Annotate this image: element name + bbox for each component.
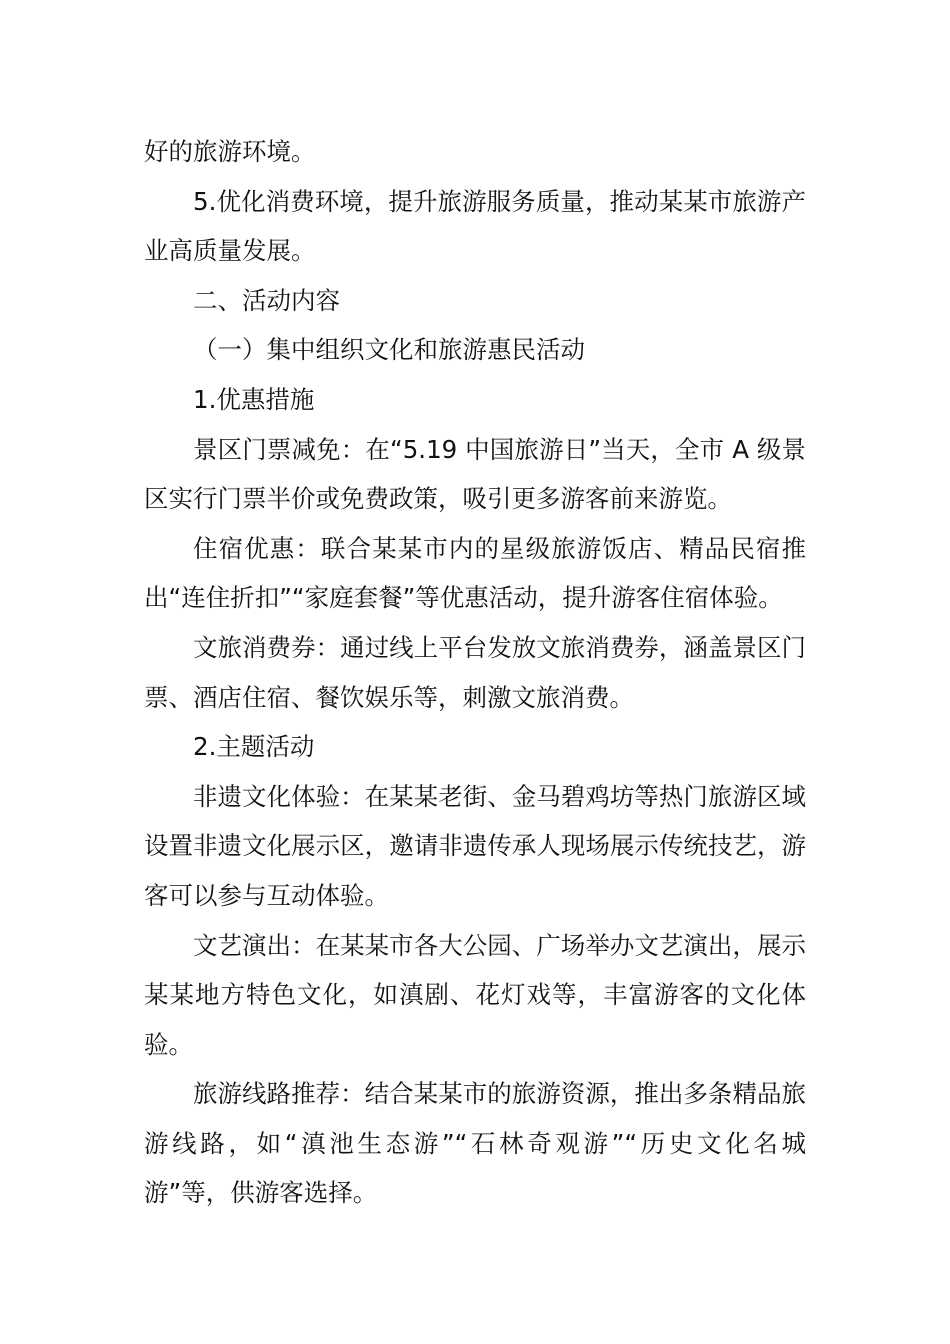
paragraph-route-recommendation: 旅游线路推荐：结合某某市的旅游资源，推出多条精品旅游线路，如“滇池生态游”“石林奇观游”“历史文化名城游”等，供游客选择。 — [144, 1079, 806, 1208]
paragraph-continuation: 好的旅游环境。 — [144, 137, 316, 166]
paragraph-goal-5: 5.优化消费环境，提升旅游服务质量，推动某某市旅游产业高质量发展。 — [144, 186, 806, 266]
paragraph-art-performance: 文艺演出：在某某市各大公园、广场举办文艺演出，展示某某地方特色文化，如滇剧、花灯戏等，丰富游客的文化体验。 — [144, 930, 806, 1059]
subsection-heading-benefit-activities: （一）集中组织文化和旅游惠民活动 — [193, 335, 585, 365]
paragraph-ticket-reduction: 景区门票减免：在“5.19 中国旅游日”当天，全市 A 级景区实行门票半价或免费政策，吸引更多游客前来游览。 — [144, 434, 806, 514]
paragraph-heritage-experience: 非遗文化体验：在某某老街、金马碧鸡坊等热门旅游区域设置非遗文化展示区，邀请非遗传承人现场展示传统技艺，游客可以参与互动体验。 — [144, 781, 806, 910]
document-body — [144, 127, 806, 1218]
section-heading-activity-content: 二、活动内容 — [193, 285, 340, 315]
paragraph-consumption-vouchers: 文旅消费券：通过线上平台发放文旅消费券，涵盖景区门票、酒店住宿、餐饮娱乐等，刺激文旅消费。 — [144, 632, 806, 712]
paragraph-lodging-discount: 住宿优惠：联合某某市内的星级旅游饭店、精品民宿推出“连住折扣”“家庭套餐”等优惠活动，提升游客住宿体验。 — [144, 533, 806, 613]
item-heading-discount-measures: 1.优惠措施 — [193, 384, 315, 414]
item-heading-theme-activities: 2.主题活动 — [193, 732, 315, 762]
